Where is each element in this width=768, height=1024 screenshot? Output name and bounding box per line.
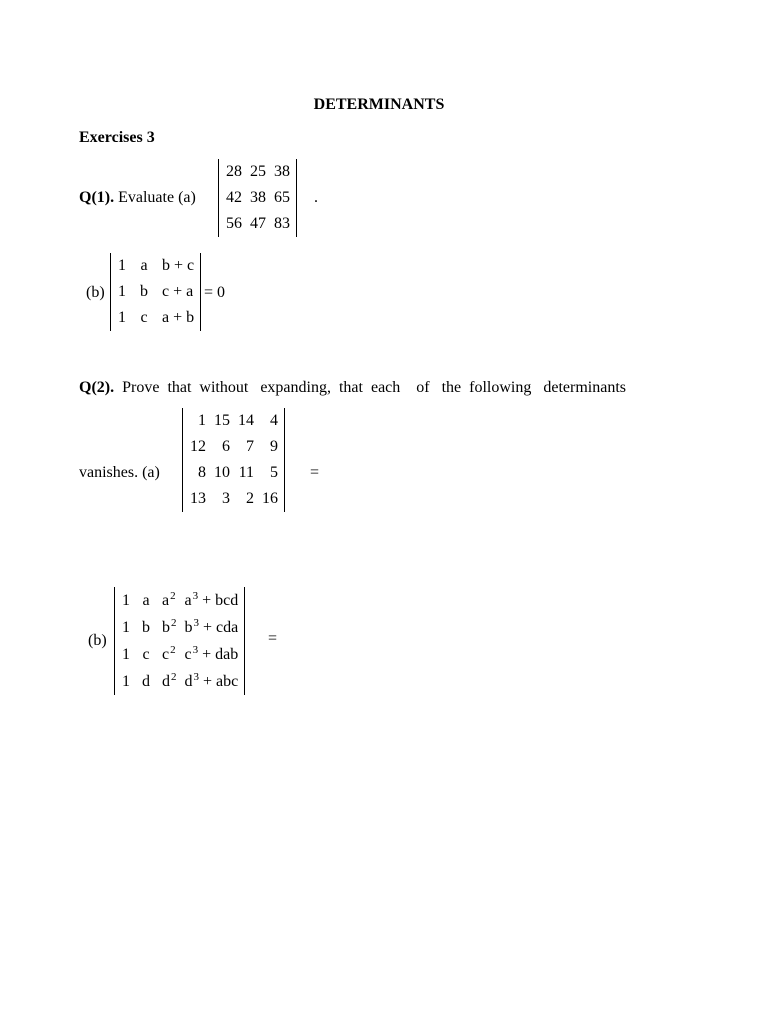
q2b-cell: a — [142, 592, 150, 609]
q2a-cell: 10 — [214, 464, 230, 481]
q2b-cell — [181, 587, 243, 614]
q2b-cell — [158, 614, 181, 641]
q2a-cell: 8 — [198, 464, 206, 481]
q2-part-b-label: (b) — [88, 632, 107, 649]
q1b-cell: a + b — [162, 309, 195, 326]
q2b-base: b — [162, 619, 170, 636]
q1-text: Evaluate (a) — [114, 189, 196, 206]
q1-determinant-b — [110, 253, 201, 331]
q2b-exponent: 2 — [171, 617, 177, 629]
q1b-cell: c — [140, 309, 148, 326]
q1a-cell: 83 — [274, 215, 290, 232]
q1-label: Q(1). — [79, 189, 115, 206]
q1b-cell: c + a — [162, 283, 194, 300]
q2b-base: c — [162, 646, 170, 663]
q1-determinant-a — [218, 159, 297, 237]
q1a-cell: 28 — [226, 163, 242, 180]
q1a-tail: . — [314, 189, 318, 206]
q2b-cell: 1 — [122, 619, 130, 636]
q2b-cell — [181, 614, 243, 641]
q2b-cell: b — [142, 619, 150, 636]
q2a-cell: 5 — [270, 464, 278, 481]
q2a-cell: 16 — [262, 490, 278, 507]
q1a-cell: 47 — [250, 215, 266, 232]
q2b-cell: c — [142, 646, 150, 663]
q2-label: Q(2). — [79, 379, 115, 396]
q2b-tail: = — [268, 630, 278, 647]
q2b-cell: 1 — [122, 592, 130, 609]
q2a-cell: 13 — [190, 490, 206, 507]
q2b-base: a — [162, 592, 170, 609]
q1b-cell: a — [140, 257, 148, 274]
q2b-exponent: 3 — [192, 590, 199, 602]
q2b-cell: d — [142, 673, 150, 690]
q2b-base: d — [184, 673, 193, 690]
q2a-cell: 6 — [222, 438, 230, 455]
q2b-exponent: 2 — [170, 644, 176, 656]
q1b-cell: b + c — [162, 257, 195, 274]
q2a-cell: 3 — [222, 490, 230, 507]
q2b-cell — [158, 641, 181, 668]
q2b-base: d — [162, 673, 170, 690]
q1b-cell: b — [140, 283, 148, 300]
q2a-cell: 2 — [246, 490, 254, 507]
q1b-cell: 1 — [118, 283, 126, 300]
q2b-cell — [181, 641, 243, 668]
q2a-cell: 1 — [198, 412, 206, 429]
q2a-cell: 11 — [238, 464, 254, 481]
q2a-cell: 15 — [214, 412, 230, 429]
q2b-exponent: 2 — [170, 590, 176, 602]
q1a-cell: 56 — [226, 215, 242, 232]
q1a-cell: 38 — [250, 189, 266, 206]
q2b-exponent: 3 — [193, 617, 199, 629]
q2-prompt — [79, 379, 626, 397]
q2-determinant-a — [182, 408, 285, 512]
q2b-term: + abc — [199, 673, 239, 690]
q2b-term: + cda — [199, 619, 239, 636]
q2b-exponent: 3 — [192, 644, 199, 656]
q1a-cell: 38 — [274, 163, 290, 180]
q1b-cell: 1 — [118, 309, 126, 326]
q1b-cell: 1 — [118, 257, 126, 274]
q1-prompt — [79, 189, 196, 207]
q2a-cell: 14 — [238, 412, 254, 429]
q2b-cell — [158, 587, 181, 614]
q2b-base: c — [184, 646, 192, 663]
q2b-exponent: 2 — [171, 671, 177, 683]
page-title: DETERMINANTS — [313, 96, 445, 113]
q2b-base: b — [184, 619, 193, 636]
q2b-cell: 1 — [122, 646, 130, 663]
q2b-cell: 1 — [122, 673, 130, 690]
q2b-term: + bcd — [198, 592, 239, 609]
q2-vanishes-text: vanishes. (a) — [79, 464, 160, 481]
q2a-cell: 12 — [190, 438, 206, 455]
q2a-cell: 7 — [246, 438, 254, 455]
q2b-cell — [158, 668, 181, 695]
q1b-tail: = 0 — [204, 284, 226, 301]
q2a-cell: 4 — [270, 412, 278, 429]
q1-part-b-label: (b) — [86, 284, 105, 301]
q1a-cell: 65 — [274, 189, 290, 206]
q2a-cell: 9 — [270, 438, 278, 455]
q2-determinant-b — [114, 587, 245, 695]
q2-text: Prove that without expanding, that each of the following determinants — [114, 379, 626, 396]
q2b-base: a — [184, 592, 192, 609]
exercises-heading: Exercises 3 — [79, 129, 155, 146]
q2b-cell — [181, 668, 243, 695]
q2b-exponent: 3 — [193, 671, 199, 683]
q2a-tail: = — [310, 464, 320, 481]
q1a-cell: 25 — [250, 163, 266, 180]
q2b-term: + dab — [198, 646, 239, 663]
q1a-cell: 42 — [226, 189, 242, 206]
